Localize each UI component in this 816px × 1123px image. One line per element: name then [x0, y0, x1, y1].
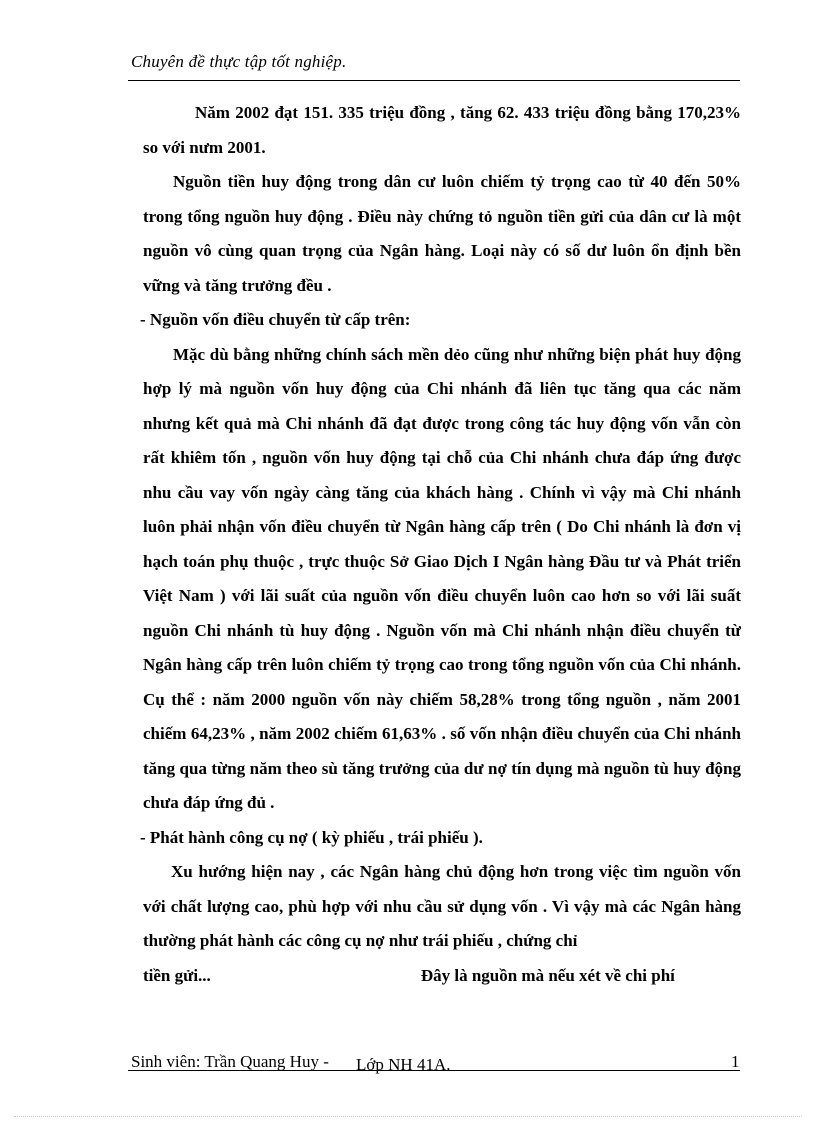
footer-class-label: Lớp NH [356, 1055, 413, 1074]
page-number: 1 [731, 1052, 740, 1071]
paragraph-debt-instruments: Xu hướng hiện nay , các Ngân hàng chủ động hơn trong việc tìm nguồn vốn với chất lượng cao, phù hợp với nhu cầu sử dụng vốn . Vì vậy mà các Ngân hàng thường phát hành các công cụ nợ như trái phiếu , chứng chỉ [143, 862, 741, 950]
heading-debt-instruments: - Phát hành công cụ nợ ( kỳ phiếu , trái phiếu ). [140, 827, 483, 847]
header-rule [128, 80, 740, 81]
paragraph-deposit-2002: Năm 2002 đạt 151. 335 triệu đồng , tăng 62. 433 triệu đồng bằng 170,23% so với nưm 2001. [143, 103, 741, 157]
footer-class-code: 41A. [412, 1055, 451, 1074]
paragraph-resident-deposits: Nguồn tiền huy động trong dân cư luôn chiếm tỷ trọng cao từ 40 đến 50% trong tổng nguồn huy động . Điều này chứng tỏ nguồn tiền gửi của dân cư là một nguồn vô cùng quan trọng của Ngân hàng. Loại này có số dư luôn ổn định bền vững và tăng trưởng đều . [143, 172, 741, 295]
paragraph-transferred-capital: Mặc dù bằng những chính sách mền dẻo cũng như những biện phát huy động hợp lý mà nguồn vốn huy động của Chi nhánh đã liên tục tăng qua các năm nhưng kết quả mà Chi nhánh đã đạt được trong công tác huy động vốn vẫn còn rất khiêm tốn , nguồn vốn huy động tại chỗ của Chi nhánh chưa đáp ứng được nhu cầu vay vốn ngày càng tăng của khách hàng . Chính vì vậy mà Chi nhánh luôn phải nhận vốn điều chuyển từ Ngân hàng cấp trên ( Do Chi nhánh là đơn vị hạch toán phụ thuộc , trực thuộc Sở Giao Dịch I Ngân hàng Đầu tư và Phát triển Việt Nam ) với lãi suất của nguồn vốn điều chuyển luôn cao hơn so với lãi suất nguồn Chi nhánh tù huy động . Nguồn vốn mà Chi nhánh nhận điều chuyển từ Ngân hàng cấp trên luôn chiếm tỷ trọng cao trong tổng nguồn vốn của Chi nhánh. Cụ thể : năm 2000 nguồn vốn này chiếm 58,28% trong tổng nguồn , năm 2001 chiếm 64,23% , năm 2002 chiếm 61,63% . số vốn nhận điều chuyển của Chi nhánh tăng qua từng năm theo sù tăng trưởng của dư nợ tín dụng mà nguồn tù huy động chưa đáp ứng đủ . [143, 344, 741, 812]
tail-part-b: Đây là nguồn mà nếu xét về chi phí [420, 965, 675, 985]
document-body [140, 96, 741, 993]
footer-student-name: Sinh viên: Trần Quang Huy - [131, 1052, 329, 1071]
page-edge [14, 1116, 802, 1117]
page-header-title: Chuyên đề thực tập tốt nghiệp. [131, 52, 347, 71]
heading-transferred-capital: - Nguồn vốn điều chuyển từ cấp trên: [140, 310, 411, 329]
tail-part-a: tiền gửi... [143, 965, 211, 985]
footer-class [356, 1055, 450, 1075]
paragraph-debt-instruments-tail [143, 959, 741, 994]
